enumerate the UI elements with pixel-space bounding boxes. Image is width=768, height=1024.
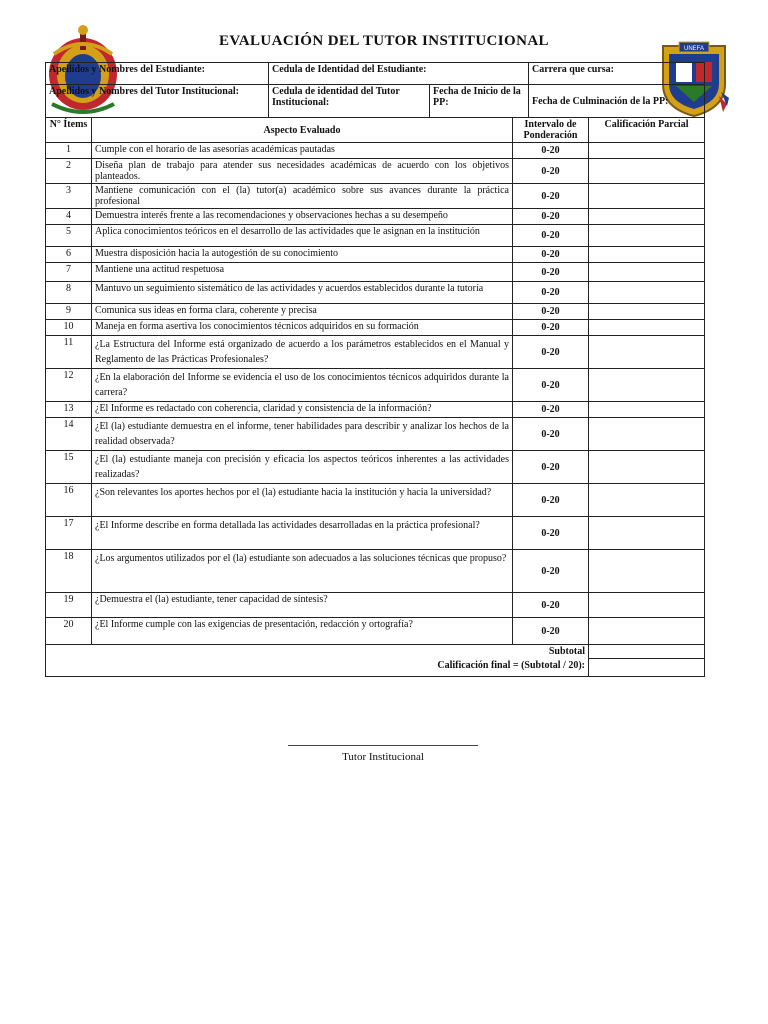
item-number: 3 <box>46 184 92 209</box>
item-number: 20 <box>46 618 92 645</box>
item-interval: 0-20 <box>513 209 589 225</box>
item-interval: 0-20 <box>513 336 589 369</box>
item-number: 10 <box>46 320 92 336</box>
item-aspect-text: Mantiene una actitud respetuosa <box>92 263 513 282</box>
item-grade-cell[interactable] <box>589 593 705 618</box>
item-aspect-text: Muestra disposición hacia la autogestión de su conocimiento <box>92 247 513 263</box>
item-interval: 0-20 <box>513 282 589 304</box>
end-date-field[interactable]: Fecha de Culminación de la PP: <box>529 85 705 118</box>
item-interval: 0-20 <box>513 225 589 247</box>
item-aspect-text: ¿El (la) estudiante maneja con precisión y eficacia los aspectos teóricos inherentes a las actividades realizadas? <box>92 451 513 484</box>
item-number: 18 <box>46 550 92 593</box>
start-date-field[interactable]: Fecha de Inicio de la PP: <box>430 85 529 118</box>
table-row <box>46 263 705 282</box>
item-grade-cell[interactable] <box>589 159 705 184</box>
item-interval: 0-20 <box>513 593 589 618</box>
item-interval: 0-20 <box>513 320 589 336</box>
item-grade-cell[interactable] <box>589 550 705 593</box>
item-interval: 0-20 <box>513 369 589 402</box>
item-number: 12 <box>46 369 92 402</box>
item-number: 16 <box>46 484 92 517</box>
item-interval: 0-20 <box>513 451 589 484</box>
item-aspect-text: ¿El Informe cumple con las exigencias de presentación, redacción y ortografía? <box>92 618 513 645</box>
table-row <box>46 143 705 159</box>
final-grade-row <box>46 659 705 677</box>
table-row <box>46 336 705 369</box>
item-aspect-text: Demuestra interés frente a las recomendaciones y observaciones hechas a su desempeño <box>92 209 513 225</box>
item-grade-cell[interactable] <box>589 304 705 320</box>
item-grade-cell[interactable] <box>589 225 705 247</box>
item-grade-cell[interactable] <box>589 402 705 418</box>
table-row <box>46 247 705 263</box>
item-interval: 0-20 <box>513 304 589 320</box>
table-row <box>46 402 705 418</box>
item-number: 5 <box>46 225 92 247</box>
table-row <box>46 484 705 517</box>
item-aspect-text: Diseña plan de trabajo para atender sus necesidades académicas de acuerdo con los objetivos planteados. <box>92 159 513 184</box>
item-aspect-text: ¿Los argumentos utilizados por el (la) estudiante son adecuados a las soluciones técnicas que propuso? <box>92 550 513 593</box>
item-grade-cell[interactable] <box>589 209 705 225</box>
svg-text:UNEFA: UNEFA <box>683 46 705 52</box>
item-aspect-text: Cumple con el horario de las asesorías académicas pautadas <box>92 143 513 159</box>
tutor-name-field[interactable]: Apellidos y Nombres del Tutor Institucional: <box>46 85 269 118</box>
subtotal-cell[interactable] <box>589 645 705 659</box>
item-aspect-text: ¿El (la) estudiante demuestra en el informe, tener habilidades para describir y analizar los hechos de la realidad observada? <box>92 418 513 451</box>
item-interval: 0-20 <box>513 247 589 263</box>
item-interval: 0-20 <box>513 484 589 517</box>
item-interval: 0-20 <box>513 263 589 282</box>
item-grade-cell[interactable] <box>589 418 705 451</box>
item-aspect-text: ¿La Estructura del Informe está organizado de acuerdo a los parámetros establecidos en el Manual y Reglamento de las Prácticas Profesionales? <box>92 336 513 369</box>
item-interval: 0-20 <box>513 618 589 645</box>
table-row <box>46 550 705 593</box>
table-row <box>46 418 705 451</box>
table-row <box>46 369 705 402</box>
table-row <box>46 593 705 618</box>
item-grade-cell[interactable] <box>589 263 705 282</box>
item-number: 9 <box>46 304 92 320</box>
subtotal-row <box>46 645 705 659</box>
item-number: 1 <box>46 143 92 159</box>
item-number: 6 <box>46 247 92 263</box>
item-interval: 0-20 <box>513 159 589 184</box>
signature-label: Tutor Institucional <box>342 751 424 763</box>
item-number: 2 <box>46 159 92 184</box>
item-number: 4 <box>46 209 92 225</box>
final-grade-cell[interactable] <box>589 659 705 677</box>
item-grade-cell[interactable] <box>589 369 705 402</box>
table-row <box>46 225 705 247</box>
item-grade-cell[interactable] <box>589 618 705 645</box>
item-interval: 0-20 <box>513 402 589 418</box>
item-interval: 0-20 <box>513 184 589 209</box>
item-aspect-text: Aplica conocimientos teóricos en el desarrollo de las actividades que le asignan en la institución <box>92 225 513 247</box>
table-row <box>46 618 705 645</box>
item-grade-cell[interactable] <box>589 143 705 159</box>
table-row <box>46 320 705 336</box>
item-aspect-text: Comunica sus ideas en forma clara, coherente y precisa <box>92 304 513 320</box>
item-grade-cell[interactable] <box>589 451 705 484</box>
item-grade-cell[interactable] <box>589 517 705 550</box>
item-interval: 0-20 <box>513 143 589 159</box>
item-grade-cell[interactable] <box>589 282 705 304</box>
column-header-grade: Calificación Parcial <box>589 118 705 143</box>
item-interval: 0-20 <box>513 517 589 550</box>
signature-line <box>288 745 478 746</box>
item-number: 17 <box>46 517 92 550</box>
item-grade-cell[interactable] <box>589 320 705 336</box>
item-number: 19 <box>46 593 92 618</box>
item-number: 8 <box>46 282 92 304</box>
column-header-interval: Intervalo de Ponderación <box>513 118 589 143</box>
item-number: 11 <box>46 336 92 369</box>
career-field[interactable]: Carrera que cursa: <box>529 63 705 85</box>
item-aspect-text: Mantuvo un seguimiento sistemático de las actividades y acuerdos establecidos durante la tutoría <box>92 282 513 304</box>
item-number: 14 <box>46 418 92 451</box>
student-name-field[interactable]: Apellidos y Nombres del Estudiante: <box>46 63 269 85</box>
evaluation-table <box>45 117 705 677</box>
column-header-aspect: Aspecto Evaluado <box>92 118 513 143</box>
item-grade-cell[interactable] <box>589 247 705 263</box>
table-row <box>46 517 705 550</box>
student-info-table <box>45 62 705 118</box>
item-interval: 0-20 <box>513 550 589 593</box>
tutor-id-field[interactable]: Cedula de identidad del Tutor Institucional: <box>269 85 430 118</box>
item-grade-cell[interactable] <box>589 336 705 369</box>
table-row <box>46 159 705 184</box>
item-aspect-text: ¿El Informe describe en forma detallada las actividades desarrolladas en la práctica profesional? <box>92 517 513 550</box>
item-aspect-text: Maneja en forma asertiva los conocimientos técnicos adquiridos en su formación <box>92 320 513 336</box>
item-number: 7 <box>46 263 92 282</box>
item-aspect-text: ¿Son relevantes los aportes hechos por el (la) estudiante hacia la institución y hacia la universidad? <box>92 484 513 517</box>
item-number: 13 <box>46 402 92 418</box>
item-grade-cell[interactable] <box>589 484 705 517</box>
item-aspect-text: ¿En la elaboración del Informe se evidencia el uso de los conocimientos técnicos adquiridos durante la carrera? <box>92 369 513 402</box>
table-row <box>46 304 705 320</box>
subtotal-label: Subtotal <box>46 645 589 659</box>
column-header-number: N° Ítems <box>46 118 92 143</box>
item-aspect-text: ¿Demuestra el (la) estudiante, tener capacidad de síntesis? <box>92 593 513 618</box>
table-row <box>46 282 705 304</box>
document-title: EVALUACIÓN DEL TUTOR INSTITUCIONAL <box>219 33 549 49</box>
item-interval: 0-20 <box>513 418 589 451</box>
table-row <box>46 184 705 209</box>
final-grade-label: Calificación final = (Subtotal / 20): <box>46 659 589 677</box>
item-aspect-text: ¿El Informe es redactado con coherencia, claridad y consistencia de la información? <box>92 402 513 418</box>
student-id-field[interactable]: Cedula de Identidad del Estudiante: <box>269 63 529 85</box>
table-row <box>46 451 705 484</box>
item-aspect-text: Mantiene comunicación con el (la) tutor(a) académico sobre sus avances durante la práctica profesional <box>92 184 513 209</box>
table-row <box>46 209 705 225</box>
item-grade-cell[interactable] <box>589 184 705 209</box>
item-number: 15 <box>46 451 92 484</box>
